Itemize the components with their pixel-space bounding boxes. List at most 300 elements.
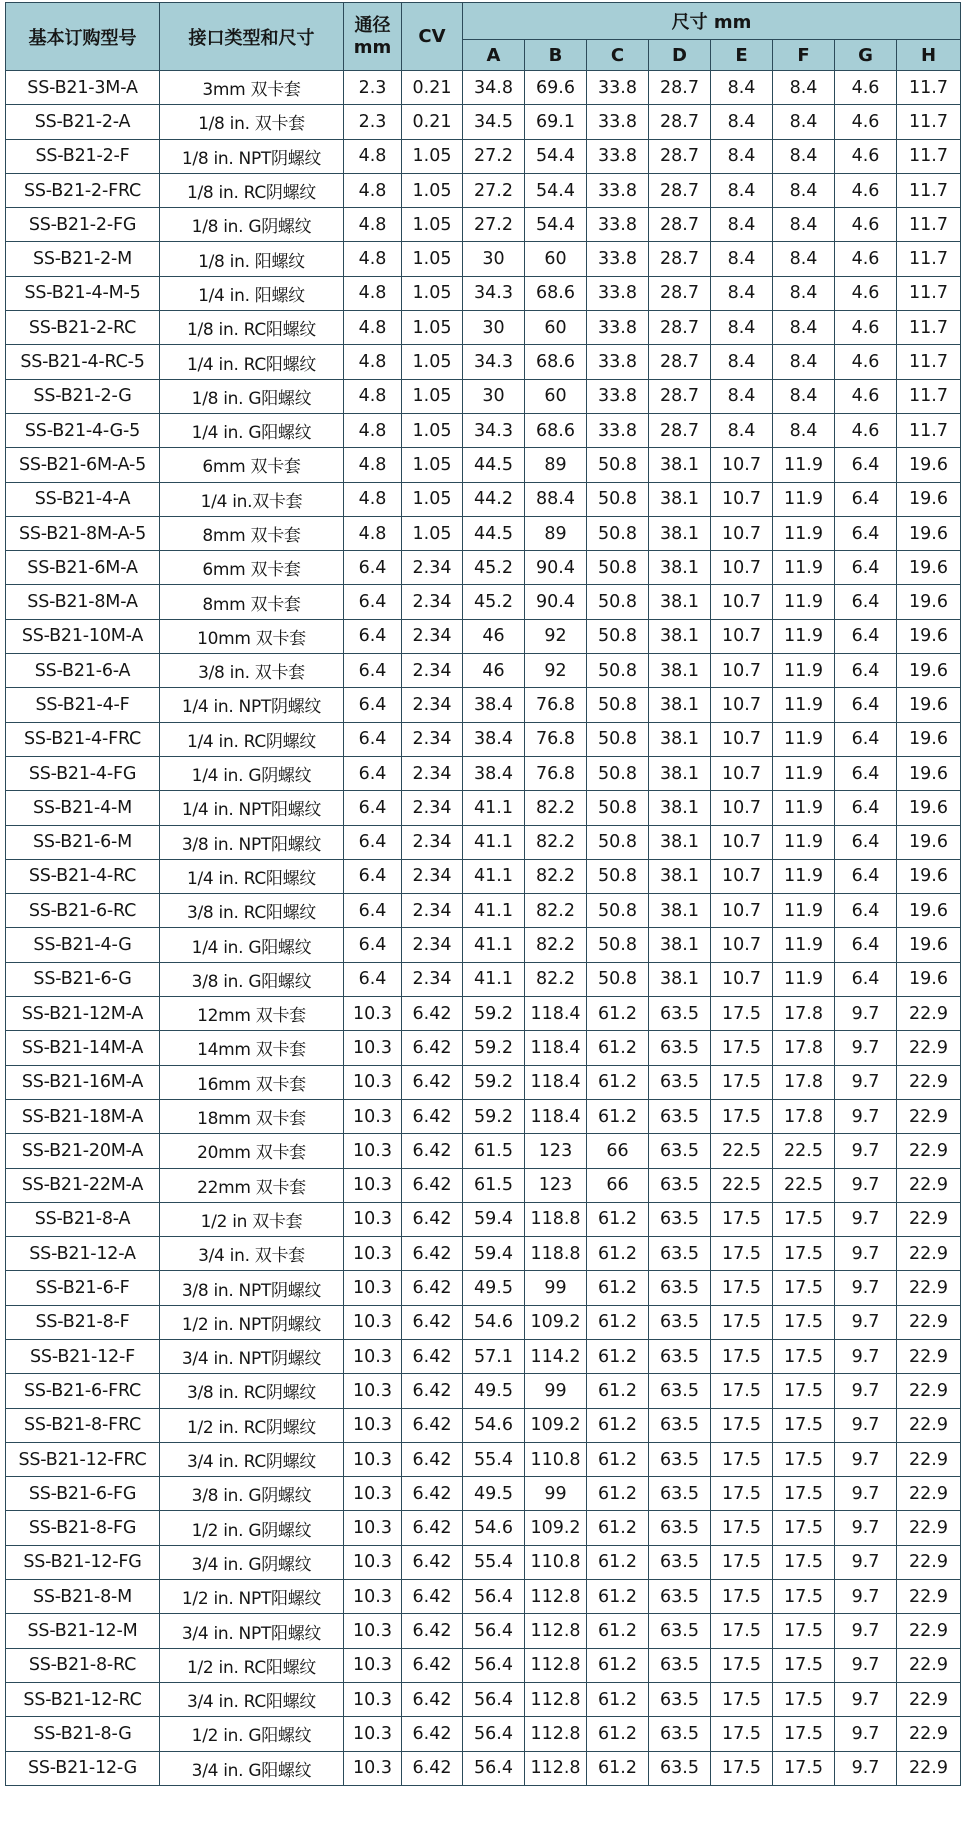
cell-cv: 6.42: [402, 1408, 463, 1442]
cell-cv: 6.42: [402, 1511, 463, 1545]
cell-c: 50.8: [587, 551, 649, 585]
cell-port: 1/8 in. RC阴螺纹: [160, 173, 344, 207]
cell-port: 3/8 in. G阴螺纹: [160, 1477, 344, 1511]
cell-c: 50.8: [587, 962, 649, 996]
cell-e: 8.4: [711, 311, 773, 345]
cell-bore: 2.3: [344, 71, 402, 105]
header-dim-f: F: [773, 40, 835, 71]
spec-table: [5, 2, 961, 1786]
cell-cv: 2.34: [402, 722, 463, 756]
cell-model: SS-B21-8-M: [6, 1580, 160, 1614]
cell-b: 118.4: [525, 997, 587, 1031]
cell-model: SS-B21-6-A: [6, 654, 160, 688]
cell-f: 17.5: [773, 1545, 835, 1579]
cell-h: 19.6: [897, 756, 961, 790]
cell-a: 27.2: [463, 139, 525, 173]
cell-e: 17.5: [711, 1614, 773, 1648]
cell-bore: 6.4: [344, 619, 402, 653]
cell-f: 8.4: [773, 242, 835, 276]
cell-bore: 4.8: [344, 173, 402, 207]
cell-port: 1/4 in. G阳螺纹: [160, 928, 344, 962]
cell-a: 59.2: [463, 1065, 525, 1099]
cell-c: 61.2: [587, 1545, 649, 1579]
cell-b: 112.8: [525, 1682, 587, 1716]
cell-b: 118.4: [525, 1065, 587, 1099]
cell-d: 38.1: [649, 516, 711, 550]
cell-cv: 6.42: [402, 1614, 463, 1648]
cell-a: 61.5: [463, 1168, 525, 1202]
table-row: [6, 448, 961, 482]
cell-c: 61.2: [587, 1717, 649, 1751]
cell-b: 109.2: [525, 1408, 587, 1442]
cell-e: 8.4: [711, 71, 773, 105]
cell-d: 38.1: [649, 859, 711, 893]
cell-a: 56.4: [463, 1614, 525, 1648]
cell-h: 19.6: [897, 551, 961, 585]
cell-model: SS-B21-8-RC: [6, 1648, 160, 1682]
table-row: [6, 688, 961, 722]
cell-cv: 1.05: [402, 242, 463, 276]
header-port: 接口类型和尺寸: [160, 3, 344, 71]
cell-h: 22.9: [897, 1099, 961, 1133]
cell-e: 17.5: [711, 1580, 773, 1614]
cell-c: 61.2: [587, 1442, 649, 1476]
cell-d: 28.7: [649, 345, 711, 379]
cell-h: 22.9: [897, 1477, 961, 1511]
cell-f: 8.4: [773, 413, 835, 447]
cell-port: 1/2 in. RC阳螺纹: [160, 1648, 344, 1682]
cell-a: 30: [463, 311, 525, 345]
cell-d: 63.5: [649, 1339, 711, 1373]
cell-e: 8.4: [711, 379, 773, 413]
cell-port: 3/8 in. RC阴螺纹: [160, 1374, 344, 1408]
cell-b: 60: [525, 379, 587, 413]
cell-g: 6.4: [835, 756, 897, 790]
cell-c: 50.8: [587, 825, 649, 859]
cell-bore: 10.3: [344, 1580, 402, 1614]
cell-g: 6.4: [835, 928, 897, 962]
cell-b: 90.4: [525, 585, 587, 619]
cell-d: 63.5: [649, 1648, 711, 1682]
cell-h: 22.9: [897, 1065, 961, 1099]
table-body: [6, 71, 961, 1786]
cell-g: 6.4: [835, 448, 897, 482]
cell-bore: 6.4: [344, 722, 402, 756]
table-row: [6, 1648, 961, 1682]
cell-e: 10.7: [711, 482, 773, 516]
cell-bore: 10.3: [344, 1134, 402, 1168]
cell-d: 63.5: [649, 1065, 711, 1099]
cell-g: 9.7: [835, 1168, 897, 1202]
cell-a: 56.4: [463, 1580, 525, 1614]
cell-f: 17.5: [773, 1305, 835, 1339]
cell-cv: 6.42: [402, 1271, 463, 1305]
cell-d: 38.1: [649, 448, 711, 482]
cell-c: 66: [587, 1168, 649, 1202]
cell-f: 11.9: [773, 928, 835, 962]
cell-cv: 6.42: [402, 1717, 463, 1751]
cell-c: 50.8: [587, 585, 649, 619]
cell-model: SS-B21-6-RC: [6, 894, 160, 928]
cell-b: 110.8: [525, 1442, 587, 1476]
cell-model: SS-B21-12-G: [6, 1751, 160, 1785]
cell-a: 55.4: [463, 1545, 525, 1579]
cell-bore: 6.4: [344, 756, 402, 790]
table-row: [6, 173, 961, 207]
cell-bore: 10.3: [344, 1511, 402, 1545]
cell-g: 9.7: [835, 1202, 897, 1236]
cell-port: 6mm 双卡套: [160, 551, 344, 585]
cell-a: 41.1: [463, 928, 525, 962]
header-dim-c: C: [587, 40, 649, 71]
cell-bore: 4.8: [344, 482, 402, 516]
cell-port: 3/4 in. NPT阴螺纹: [160, 1339, 344, 1373]
table-row: [6, 1751, 961, 1785]
cell-model: SS-B21-8-FG: [6, 1511, 160, 1545]
cell-model: SS-B21-6-FG: [6, 1477, 160, 1511]
cell-b: 114.2: [525, 1339, 587, 1373]
cell-a: 41.1: [463, 825, 525, 859]
table-header: [6, 3, 961, 71]
table-row: [6, 1682, 961, 1716]
cell-c: 33.8: [587, 173, 649, 207]
cell-c: 61.2: [587, 1408, 649, 1442]
cell-h: 11.7: [897, 173, 961, 207]
cell-model: SS-B21-8-F: [6, 1305, 160, 1339]
cell-cv: 1.05: [402, 139, 463, 173]
cell-port: 1/4 in. G阳螺纹: [160, 413, 344, 447]
cell-d: 38.1: [649, 894, 711, 928]
cell-d: 63.5: [649, 1168, 711, 1202]
table-row: [6, 722, 961, 756]
cell-g: 6.4: [835, 722, 897, 756]
cell-cv: 0.21: [402, 71, 463, 105]
cell-port: 3/8 in. 双卡套: [160, 654, 344, 688]
cell-e: 10.7: [711, 859, 773, 893]
cell-model: SS-B21-3M-A: [6, 71, 160, 105]
cell-e: 8.4: [711, 276, 773, 310]
cell-c: 61.2: [587, 997, 649, 1031]
spec-table-container: [5, 2, 960, 1786]
cell-cv: 2.34: [402, 894, 463, 928]
cell-b: 99: [525, 1374, 587, 1408]
table-row: [6, 482, 961, 516]
cell-model: SS-B21-8-A: [6, 1202, 160, 1236]
header-dimensions: 尺寸 mm: [463, 3, 961, 40]
cell-c: 61.2: [587, 1648, 649, 1682]
cell-g: 6.4: [835, 825, 897, 859]
cell-g: 6.4: [835, 859, 897, 893]
cell-h: 19.6: [897, 619, 961, 653]
cell-d: 28.7: [649, 173, 711, 207]
cell-b: 89: [525, 448, 587, 482]
cell-d: 38.1: [649, 928, 711, 962]
cell-c: 61.2: [587, 1682, 649, 1716]
cell-a: 38.4: [463, 756, 525, 790]
header-model: 基本订购型号: [6, 3, 160, 71]
cell-h: 22.9: [897, 1580, 961, 1614]
cell-cv: 2.34: [402, 791, 463, 825]
cell-f: 22.5: [773, 1134, 835, 1168]
cell-h: 22.9: [897, 1442, 961, 1476]
cell-a: 54.6: [463, 1305, 525, 1339]
cell-model: SS-B21-2-FG: [6, 208, 160, 242]
cell-h: 22.9: [897, 1031, 961, 1065]
cell-a: 46: [463, 654, 525, 688]
cell-c: 33.8: [587, 379, 649, 413]
cell-e: 17.5: [711, 1339, 773, 1373]
cell-b: 92: [525, 654, 587, 688]
cell-port: 1/2 in. G阳螺纹: [160, 1717, 344, 1751]
cell-f: 17.5: [773, 1202, 835, 1236]
cell-d: 38.1: [649, 585, 711, 619]
cell-d: 38.1: [649, 962, 711, 996]
table-row: [6, 208, 961, 242]
cell-c: 50.8: [587, 516, 649, 550]
cell-c: 50.8: [587, 482, 649, 516]
cell-g: 9.7: [835, 1134, 897, 1168]
cell-e: 17.5: [711, 1237, 773, 1271]
cell-b: 60: [525, 242, 587, 276]
cell-f: 17.5: [773, 1477, 835, 1511]
cell-g: 4.6: [835, 139, 897, 173]
cell-bore: 6.4: [344, 791, 402, 825]
cell-model: SS-B21-18M-A: [6, 1099, 160, 1133]
cell-f: 11.9: [773, 654, 835, 688]
cell-model: SS-B21-4-F: [6, 688, 160, 722]
cell-g: 6.4: [835, 551, 897, 585]
cell-b: 112.8: [525, 1717, 587, 1751]
cell-b: 88.4: [525, 482, 587, 516]
cell-c: 61.2: [587, 1374, 649, 1408]
cell-h: 22.9: [897, 1511, 961, 1545]
cell-b: 118.8: [525, 1202, 587, 1236]
cell-bore: 10.3: [344, 1202, 402, 1236]
cell-g: 9.7: [835, 1717, 897, 1751]
table-row: [6, 311, 961, 345]
cell-bore: 6.4: [344, 928, 402, 962]
table-row: [6, 1374, 961, 1408]
cell-b: 68.6: [525, 413, 587, 447]
cell-model: SS-B21-12-RC: [6, 1682, 160, 1716]
cell-bore: 6.4: [344, 585, 402, 619]
cell-e: 17.5: [711, 997, 773, 1031]
cell-e: 10.7: [711, 791, 773, 825]
header-dim-d: D: [649, 40, 711, 71]
cell-model: SS-B21-20M-A: [6, 1134, 160, 1168]
table-row: [6, 1065, 961, 1099]
cell-port: 1/8 in. 双卡套: [160, 105, 344, 139]
cell-e: 8.4: [711, 413, 773, 447]
cell-b: 112.8: [525, 1751, 587, 1785]
cell-model: SS-B21-4-FRC: [6, 722, 160, 756]
cell-f: 8.4: [773, 71, 835, 105]
cell-port: 1/4 in. NPT阴螺纹: [160, 688, 344, 722]
cell-cv: 6.42: [402, 1545, 463, 1579]
table-row: [6, 1271, 961, 1305]
cell-d: 63.5: [649, 1751, 711, 1785]
cell-bore: 4.8: [344, 242, 402, 276]
cell-port: 3/4 in. 双卡套: [160, 1237, 344, 1271]
cell-e: 8.4: [711, 173, 773, 207]
cell-h: 22.9: [897, 1237, 961, 1271]
cell-cv: 6.42: [402, 1065, 463, 1099]
cell-port: 3/8 in. NPT阳螺纹: [160, 825, 344, 859]
table-row: [6, 1202, 961, 1236]
cell-a: 34.3: [463, 276, 525, 310]
cell-h: 19.6: [897, 722, 961, 756]
cell-e: 17.5: [711, 1648, 773, 1682]
cell-d: 38.1: [649, 756, 711, 790]
cell-f: 8.4: [773, 105, 835, 139]
cell-b: 112.8: [525, 1648, 587, 1682]
cell-h: 22.9: [897, 1168, 961, 1202]
cell-bore: 6.4: [344, 551, 402, 585]
cell-h: 11.7: [897, 242, 961, 276]
cell-g: 9.7: [835, 1305, 897, 1339]
cell-a: 45.2: [463, 551, 525, 585]
cell-c: 33.8: [587, 311, 649, 345]
cell-cv: 1.05: [402, 379, 463, 413]
cell-g: 9.7: [835, 1339, 897, 1373]
cell-bore: 10.3: [344, 1614, 402, 1648]
cell-g: 4.6: [835, 311, 897, 345]
cell-model: SS-B21-6M-A: [6, 551, 160, 585]
cell-h: 22.9: [897, 1614, 961, 1648]
cell-bore: 4.8: [344, 516, 402, 550]
cell-b: 54.4: [525, 208, 587, 242]
cell-bore: 10.3: [344, 1374, 402, 1408]
cell-c: 61.2: [587, 1614, 649, 1648]
cell-f: 22.5: [773, 1168, 835, 1202]
table-row: [6, 139, 961, 173]
cell-d: 38.1: [649, 654, 711, 688]
cell-model: SS-B21-4-FG: [6, 756, 160, 790]
table-row: [6, 791, 961, 825]
cell-f: 11.9: [773, 619, 835, 653]
cell-cv: 6.42: [402, 1648, 463, 1682]
cell-port: 1/4 in. G阴螺纹: [160, 756, 344, 790]
cell-c: 33.8: [587, 345, 649, 379]
cell-cv: 6.42: [402, 1477, 463, 1511]
cell-g: 6.4: [835, 791, 897, 825]
cell-b: 99: [525, 1271, 587, 1305]
cell-model: SS-B21-2-FRC: [6, 173, 160, 207]
cell-model: SS-B21-6-M: [6, 825, 160, 859]
cell-a: 44.5: [463, 448, 525, 482]
cell-d: 63.5: [649, 1511, 711, 1545]
cell-bore: 10.3: [344, 1305, 402, 1339]
cell-f: 8.4: [773, 379, 835, 413]
cell-model: SS-B21-8M-A: [6, 585, 160, 619]
cell-h: 19.6: [897, 859, 961, 893]
cell-f: 17.5: [773, 1408, 835, 1442]
cell-model: SS-B21-6-F: [6, 1271, 160, 1305]
cell-cv: 6.42: [402, 1202, 463, 1236]
cell-h: 11.7: [897, 345, 961, 379]
cell-port: 1/8 in. G阴螺纹: [160, 208, 344, 242]
table-row: [6, 1031, 961, 1065]
cell-e: 17.5: [711, 1477, 773, 1511]
cell-h: 19.6: [897, 928, 961, 962]
cell-a: 27.2: [463, 208, 525, 242]
cell-g: 9.7: [835, 1374, 897, 1408]
cell-cv: 1.05: [402, 208, 463, 242]
cell-cv: 2.34: [402, 551, 463, 585]
cell-c: 61.2: [587, 1477, 649, 1511]
cell-cv: 6.42: [402, 1339, 463, 1373]
cell-g: 4.6: [835, 345, 897, 379]
cell-bore: 10.3: [344, 1477, 402, 1511]
cell-b: 99: [525, 1477, 587, 1511]
cell-a: 57.1: [463, 1339, 525, 1373]
cell-model: SS-B21-4-A: [6, 482, 160, 516]
cell-b: 123: [525, 1168, 587, 1202]
cell-model: SS-B21-4-RC: [6, 859, 160, 893]
cell-f: 11.9: [773, 516, 835, 550]
cell-d: 63.5: [649, 1374, 711, 1408]
cell-b: 90.4: [525, 551, 587, 585]
cell-d: 38.1: [649, 791, 711, 825]
cell-d: 63.5: [649, 1614, 711, 1648]
table-row: [6, 1580, 961, 1614]
cell-bore: 10.3: [344, 1099, 402, 1133]
cell-cv: 6.42: [402, 1682, 463, 1716]
cell-cv: 6.42: [402, 1305, 463, 1339]
cell-cv: 2.34: [402, 619, 463, 653]
cell-b: 112.8: [525, 1580, 587, 1614]
cell-model: SS-B21-4-M: [6, 791, 160, 825]
cell-f: 8.4: [773, 139, 835, 173]
cell-b: 82.2: [525, 894, 587, 928]
cell-port: 1/4 in. 阳螺纹: [160, 276, 344, 310]
cell-bore: 6.4: [344, 688, 402, 722]
cell-e: 17.5: [711, 1065, 773, 1099]
cell-e: 17.5: [711, 1511, 773, 1545]
cell-a: 34.3: [463, 413, 525, 447]
cell-d: 63.5: [649, 1099, 711, 1133]
cell-bore: 6.4: [344, 654, 402, 688]
cell-g: 4.6: [835, 71, 897, 105]
cell-b: 82.2: [525, 928, 587, 962]
cell-model: SS-B21-8-FRC: [6, 1408, 160, 1442]
table-row: [6, 276, 961, 310]
cell-model: SS-B21-6-FRC: [6, 1374, 160, 1408]
table-row: [6, 413, 961, 447]
table-row: [6, 1545, 961, 1579]
cell-f: 11.9: [773, 551, 835, 585]
cell-port: 20mm 双卡套: [160, 1134, 344, 1168]
table-row: [6, 619, 961, 653]
cell-bore: 6.4: [344, 825, 402, 859]
table-row: [6, 1237, 961, 1271]
cell-e: 17.5: [711, 1682, 773, 1716]
table-row: [6, 1339, 961, 1373]
cell-h: 19.6: [897, 516, 961, 550]
cell-port: 3/4 in. RC阴螺纹: [160, 1442, 344, 1476]
cell-a: 41.1: [463, 791, 525, 825]
cell-d: 63.5: [649, 1717, 711, 1751]
cell-f: 17.8: [773, 1065, 835, 1099]
cell-g: 6.4: [835, 482, 897, 516]
cell-port: 1/2 in 双卡套: [160, 1202, 344, 1236]
cell-model: SS-B21-6M-A-5: [6, 448, 160, 482]
cell-port: 1/4 in. NPT阳螺纹: [160, 791, 344, 825]
cell-g: 9.7: [835, 1442, 897, 1476]
cell-d: 63.5: [649, 1545, 711, 1579]
cell-g: 9.7: [835, 1648, 897, 1682]
header-cv: CV: [402, 3, 463, 71]
